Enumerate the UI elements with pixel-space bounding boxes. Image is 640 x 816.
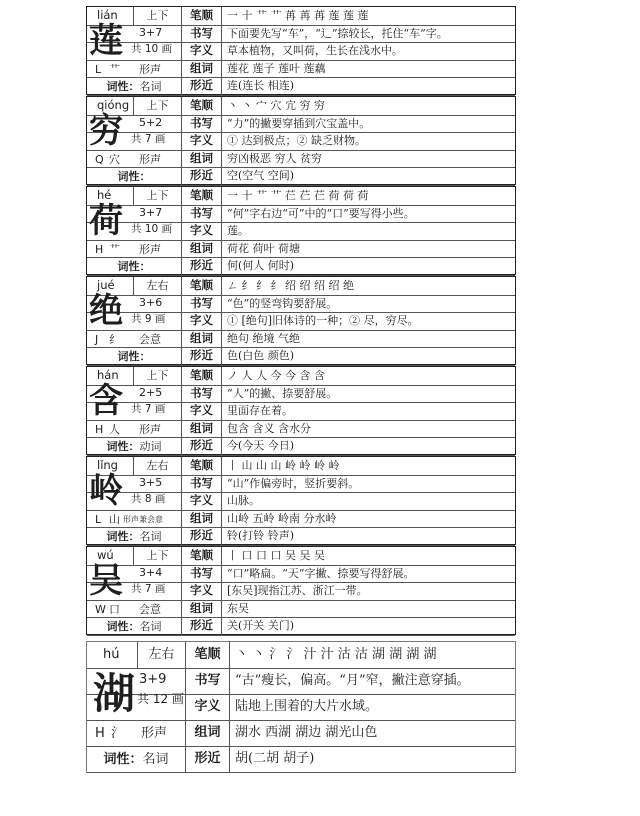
- big-char: 吴: [89, 560, 123, 601]
- stroke-order-label: 笔顺: [181, 367, 221, 385]
- similar: 空(空气 空间): [221, 167, 515, 185]
- char-type: 会意: [139, 332, 161, 346]
- writing-label: 书写: [181, 205, 221, 223]
- stroke-formula: 5+2: [139, 115, 163, 129]
- char-type: 形声: [141, 726, 168, 741]
- writing-label: 书写: [185, 668, 229, 694]
- pinyin: jué: [97, 278, 115, 292]
- writing-label: 书写: [181, 25, 221, 43]
- writing-tip: 下面要先写“车”，“辶”捺较长，托住“车”字。: [221, 25, 515, 43]
- similar: 今(今天 今日): [221, 437, 515, 455]
- meaning: 草本植物，又叫荷，生长在浅水中。: [221, 42, 515, 60]
- char-type: 会意: [139, 602, 161, 616]
- writing-tip: “人”的撇、捺要舒展。: [221, 385, 515, 403]
- meaning: [东吴]现指江苏、浙江一带。: [221, 582, 515, 600]
- meaning: 山脉。: [221, 492, 515, 510]
- initial: W: [95, 602, 106, 616]
- char-card-han: [86, 366, 516, 455]
- writing-tip: “色”的竖弯钩要舒展。: [221, 295, 515, 313]
- words-label: 组词: [181, 420, 221, 438]
- pinyin: wú: [97, 548, 114, 562]
- meaning: ① 达到极点；② 缺乏财物。: [221, 132, 515, 150]
- pinyin: lǐng: [97, 458, 118, 472]
- words: 穷凶极恶 穷人 贫穷: [221, 150, 515, 168]
- pinyin: hú: [103, 647, 120, 662]
- part-of-speech: 词性：名词: [87, 527, 181, 545]
- meaning-label: 字义: [181, 492, 221, 510]
- stroke-count: 共 7 画: [131, 582, 166, 595]
- part-of-speech: 词性：: [87, 167, 181, 185]
- stroke-order-label: 笔顺: [181, 7, 221, 25]
- pinyin: hán: [97, 368, 119, 382]
- writing-tip: “何”字右边“可”中的“口”要写得小些。: [221, 205, 515, 223]
- meaning: 莲。: [221, 222, 515, 240]
- stroke-count: 共 12 画: [137, 692, 184, 706]
- stroke-formula: 3+7: [139, 25, 163, 39]
- big-char: 绝: [89, 290, 123, 331]
- stroke-formula: 3+5: [139, 475, 163, 489]
- meaning-label: 字义: [185, 694, 229, 720]
- pinyin: lián: [97, 8, 118, 22]
- char-card-he: [86, 186, 516, 275]
- stroke-order-label: 笔顺: [181, 277, 221, 295]
- stroke-order: 一 十 艹 艹 苒 苒 苒 莲 莲 莲: [221, 7, 515, 25]
- char-type: 形声: [139, 422, 161, 436]
- radical: 山: [109, 512, 120, 526]
- stroke-order: 一 十 艹 艹 芢 芢 芢 荷 荷 荷: [221, 187, 515, 205]
- meaning-label: 字义: [181, 132, 221, 150]
- words-label: 组词: [181, 240, 221, 258]
- meaning-label: 字义: [181, 582, 221, 600]
- stroke-formula: 2+5: [139, 385, 163, 399]
- initial: H: [95, 726, 105, 741]
- big-char: 莲: [89, 20, 123, 61]
- initial: Q: [95, 152, 104, 166]
- stroke-order: ㄥ 纟 纟 纟 绍 绍 绍 绍 绝: [221, 277, 515, 295]
- words: 山岭 五岭 岭南 分水岭: [221, 510, 515, 528]
- char-type: 形声: [139, 152, 161, 166]
- stroke-order: ノ 人 人 今 今 含 含: [221, 367, 515, 385]
- stroke-order-label: 笔顺: [185, 642, 229, 668]
- writing-label: 书写: [181, 295, 221, 313]
- similar: 铃(打铃 铃声): [221, 527, 515, 545]
- part-of-speech: 词性：: [87, 257, 181, 275]
- stroke-order: 丨 口 口 口 吴 吴 吴: [221, 547, 515, 565]
- writing-tip: “古”瘦长，偏高。“月”窄，撇注意穿插。: [229, 668, 515, 694]
- similar-label: 形近: [181, 347, 221, 365]
- initial: J: [95, 332, 99, 346]
- similar-label: 形近: [181, 77, 221, 95]
- structure: 左右: [133, 277, 181, 295]
- stroke-order-label: 笔顺: [181, 187, 221, 205]
- big-char: 含: [89, 380, 123, 421]
- meaning-label: 字义: [181, 402, 221, 420]
- similar-label: 形近: [181, 257, 221, 275]
- similar: 色(白色 颜色): [221, 347, 515, 365]
- similar: 何(何人 何时): [221, 257, 515, 275]
- structure: 上下: [133, 7, 181, 25]
- stroke-count: 共 8 画: [131, 492, 166, 505]
- char-card-wu: [86, 546, 516, 635]
- stroke-count: 共 7 画: [131, 132, 166, 145]
- stroke-count: 共 7 画: [131, 402, 166, 415]
- radical: 人: [109, 422, 120, 436]
- meaning-label: 字义: [181, 42, 221, 60]
- meaning-label: 字义: [181, 312, 221, 330]
- part-of-speech: 词性：动词: [87, 437, 181, 455]
- words: 湖水 西湖 湖边 湖光山色: [229, 720, 515, 746]
- part-of-speech: 词性：名词: [87, 77, 181, 95]
- stroke-order: 丨 山 山 山 岭 岭 岭 岭: [221, 457, 515, 475]
- words-label: 组词: [181, 330, 221, 348]
- initial: H: [95, 422, 104, 436]
- radical: 纟: [109, 332, 120, 346]
- radical: 氵: [111, 726, 125, 741]
- initial: H: [95, 242, 104, 256]
- similar: 关(开关 关门): [221, 617, 515, 635]
- radical: 口: [109, 602, 120, 616]
- radical: 艹: [109, 62, 120, 76]
- stroke-order-label: 笔顺: [181, 457, 221, 475]
- pinyin: hé: [97, 188, 112, 202]
- char-card-qiong: [86, 96, 516, 185]
- radical: 穴: [109, 152, 120, 166]
- words: 莲花 莲子 莲叶 莲藕: [221, 60, 515, 78]
- structure: 上下: [133, 367, 181, 385]
- words-label: 组词: [181, 600, 221, 618]
- part-of-speech: 词性：: [87, 347, 181, 365]
- words: 东吴: [221, 600, 515, 618]
- big-char: 穷: [89, 110, 123, 151]
- big-char: 湖: [93, 669, 136, 718]
- part-of-speech: 词性：名词: [87, 746, 185, 772]
- words-label: 组词: [181, 60, 221, 78]
- stroke-order-label: 笔顺: [181, 97, 221, 115]
- char-card-hu: [86, 641, 516, 773]
- initial: L: [95, 512, 102, 526]
- char-card-jue: [86, 276, 516, 365]
- words-label: 组词: [181, 510, 221, 528]
- char-type: 形声: [139, 242, 161, 256]
- writing-label: 书写: [181, 115, 221, 133]
- stroke-count: 共 10 画: [131, 42, 173, 55]
- stroke-order: 丶 丶 氵 氵 汁 汁 沽 沽 湖 湖 湖 湖: [229, 642, 515, 668]
- stroke-count: 共 9 画: [131, 312, 166, 325]
- radical: 艹: [109, 242, 120, 256]
- char-type: 形声: [139, 62, 161, 76]
- similar-label: 形近: [181, 437, 221, 455]
- similar-label: 形近: [185, 746, 229, 772]
- writing-tip: “山”作偏旁时，竖折要斜。: [221, 475, 515, 493]
- stroke-order-label: 笔顺: [181, 547, 221, 565]
- meaning: 陆地上围着的大片水域。: [229, 694, 515, 720]
- structure: 上下: [133, 187, 181, 205]
- stroke-order: 丶 丶 宀 穴 宂 穷 穷: [221, 97, 515, 115]
- char-type: 形声兼会意: [123, 514, 163, 524]
- char-card-ling: [86, 456, 516, 545]
- similar-label: 形近: [181, 167, 221, 185]
- part-of-speech: 词性：名词: [87, 617, 181, 635]
- similar-label: 形近: [181, 617, 221, 635]
- initial: L: [95, 62, 102, 76]
- words: 绝句 绝境 气绝: [221, 330, 515, 348]
- similar: 连(连长 相连): [221, 77, 515, 95]
- meaning: ① [绝句]旧体诗的一种；② 尽，穷尽。: [221, 312, 515, 330]
- meaning: 里面存在着。: [221, 402, 515, 420]
- structure: 上下: [133, 547, 181, 565]
- structure: 左右: [133, 457, 181, 475]
- stroke-formula: 3+7: [139, 205, 163, 219]
- char-card-lian: [86, 6, 516, 95]
- stroke-formula: 3+4: [139, 565, 163, 579]
- writing-label: 书写: [181, 385, 221, 403]
- structure: 左右: [137, 642, 185, 668]
- writing-label: 书写: [181, 565, 221, 583]
- words-label: 组词: [181, 150, 221, 168]
- stroke-formula: 3+9: [139, 672, 167, 687]
- structure: 上下: [133, 97, 181, 115]
- big-char: 荷: [89, 200, 123, 241]
- meaning-label: 字义: [181, 222, 221, 240]
- stroke-formula: 3+6: [139, 295, 163, 309]
- similar-label: 形近: [181, 527, 221, 545]
- writing-tip: “口”略扁。“天”字撇、捺要写得舒展。: [221, 565, 515, 583]
- pinyin: qióng: [97, 98, 130, 112]
- words: 荷花 荷叶 荷塘: [221, 240, 515, 258]
- big-char: 岭: [89, 470, 123, 511]
- words: 包含 含义 含水分: [221, 420, 515, 438]
- words-label: 组词: [185, 720, 229, 746]
- writing-label: 书写: [181, 475, 221, 493]
- similar: 胡(二胡 胡子): [229, 746, 515, 772]
- stroke-count: 共 10 画: [131, 222, 173, 235]
- writing-tip: “力”的撇要穿插到穴宝盖中。: [221, 115, 515, 133]
